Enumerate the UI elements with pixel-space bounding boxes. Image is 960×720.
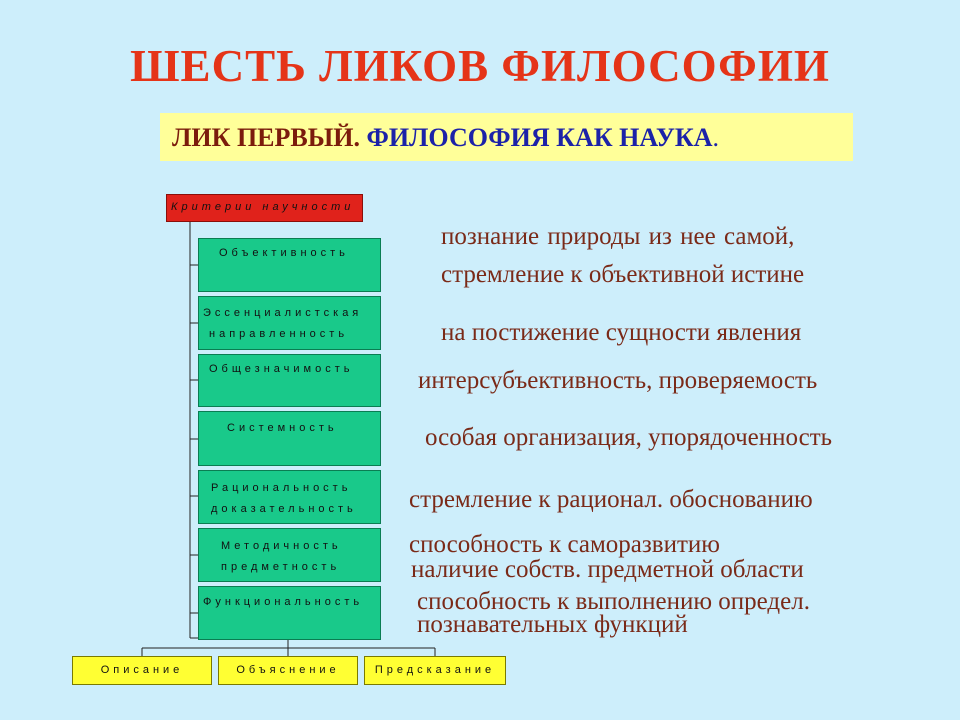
criteria-root-label: Критерии научности [171,201,355,213]
description-text: познание природы из нее самой, [441,223,795,250]
criterion-label: Общезначимость [209,363,354,375]
function-label: Описание [100,664,184,676]
criterion-label: Объективность [219,247,349,259]
criterion-label: Рациональность [211,482,352,494]
function-label: Объяснение [236,664,340,676]
criterion-box-essentialist [198,296,381,350]
criterion-box-rationality [198,470,381,524]
description-text: познавательных функций [417,611,688,638]
subtitle-part-2: ФИЛОСОФИЯ КАК НАУКА [366,123,713,152]
criterion-label: Системность [227,422,338,434]
description-text: на постижение сущности явления [441,319,802,346]
description-text: способность к саморазвитию [409,531,720,558]
description-text: стремление к объективной истине [441,261,805,288]
criterion-box-functionality [198,586,381,640]
criterion-label: Функциональность [203,596,364,608]
function-box-explanation [218,656,358,685]
function-box-prediction [364,656,506,685]
criterion-label: Эссенциалистская [203,307,363,319]
description-text: способность к выполнению определ. [417,588,810,615]
function-box-description [72,656,212,685]
description-text: стремление к рационал. обоснованию [409,486,813,513]
subtitle-part-3: . [712,123,720,152]
page-title: ШЕСТЬ ЛИКОВ ФИЛОСОФИИ [130,41,830,91]
criterion-box-methodicity [198,528,381,582]
description-text: особая организация, упорядоченность [425,424,833,451]
description-text: интерсубъективность, проверяемость [418,367,818,394]
criterion-label: доказательность [211,503,357,515]
description-text: наличие собств. предметной области [411,556,804,583]
function-label: Предсказание [374,664,496,676]
criterion-label: предметность [221,561,341,573]
subtitle-part-1: ЛИК ПЕРВЫЙ. [172,123,367,152]
criterion-box-systematicity [198,411,381,466]
criteria-root-box [166,194,363,222]
criterion-box-objectivity [198,238,381,292]
criterion-label: Методичность [221,540,342,552]
criterion-box-universality [198,354,381,407]
criterion-label: направленность [209,328,349,340]
